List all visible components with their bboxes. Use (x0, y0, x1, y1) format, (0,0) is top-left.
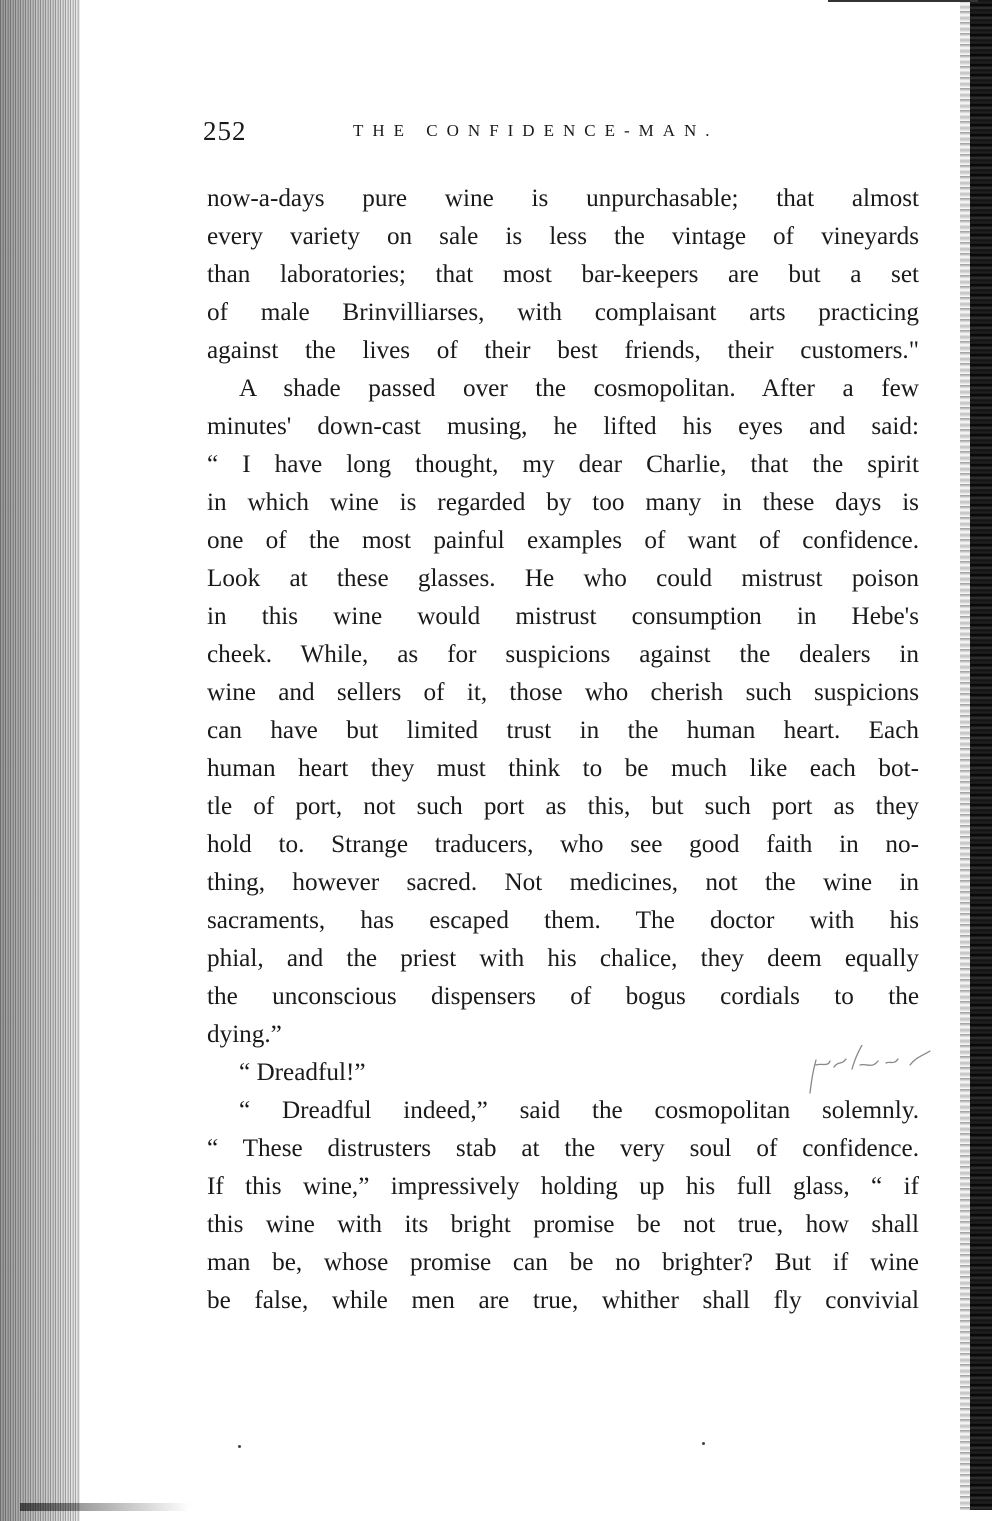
running-title: THE CONFIDENCE-MAN. (353, 121, 719, 140)
text-line: Look at these glasses. He who could mistrust poison (207, 565, 919, 592)
text-line: man be, whose promise can be no brighter? But if wine (207, 1249, 919, 1276)
scan-speck (238, 1445, 241, 1448)
scan-edge-fringe (960, 0, 970, 1510)
text-line: “ These distrusters stab at the very soul of confidence. (207, 1135, 919, 1162)
text-line: this wine with its bright promise be not true, how shall (207, 1211, 919, 1238)
text-line: against the lives of their best friends, their customers." (207, 337, 919, 364)
scan-right-edge (970, 0, 992, 1510)
text-line: now-a-days pure wine is unpurchasable; that almost (207, 185, 919, 212)
text-line: than laboratories; that most bar-keepers are but a set (207, 261, 919, 288)
text-line: cheek. While, as for suspicions against the dealers in (207, 641, 919, 668)
text-line: wine and sellers of it, those who cherish such suspicions (207, 679, 919, 706)
scan-top-edge (828, 0, 978, 2)
text-line: minutes' down-cast musing, he lifted his eyes and said: (207, 413, 919, 440)
text-line: A shade passed over the cosmopolitan. After a few (239, 375, 919, 402)
text-line: can have but limited trust in the human heart. Each (207, 717, 919, 744)
page-header (203, 116, 923, 152)
text-line: dying.” (207, 1021, 282, 1048)
scan-gutter-bottom-shadow (20, 1503, 190, 1511)
text-line: the unconscious dispensers of bogus cordials to the (207, 983, 919, 1010)
text-line: in which wine is regarded by too many in these days is (207, 489, 919, 516)
body-text (207, 180, 919, 1320)
text-line: be false, while men are true, whither shall fly convivial (207, 1287, 919, 1314)
text-line: one of the most painful examples of want of confidence. (207, 527, 919, 554)
page-number: 252 (203, 116, 247, 146)
text-line: every variety on sale is less the vintage of vineyards (207, 223, 919, 250)
text-line: If this wine,” impressively holding up his full glass, “ if (207, 1173, 919, 1200)
text-line: hold to. Strange traducers, who see good faith in no- (207, 831, 919, 858)
scan-gutter-shadow (0, 0, 80, 1521)
text-line: phial, and the priest with his chalice, they deem equally (207, 945, 919, 972)
text-line: thing, however sacred. Not medicines, not the wine in (207, 869, 919, 896)
text-line: tle of port, not such port as this, but such port as they (207, 793, 919, 820)
text-line: in this wine would mistrust consumption in Hebe's (207, 603, 919, 630)
pencil-annotation (790, 1045, 940, 1100)
text-line: sacraments, has escaped them. The doctor with his (207, 907, 919, 934)
text-line: of male Brinvilliarses, with complaisant arts practicing (207, 299, 919, 326)
text-line: “ I have long thought, my dear Charlie, that the spirit (207, 451, 919, 478)
text-line: “ Dreadful indeed,” said the cosmopolitan solemnly. (239, 1097, 919, 1124)
text-line: human heart they must think to be much like each bot- (207, 755, 919, 782)
scan-speck (702, 1442, 705, 1445)
text-line: “ Dreadful!” (239, 1059, 366, 1086)
